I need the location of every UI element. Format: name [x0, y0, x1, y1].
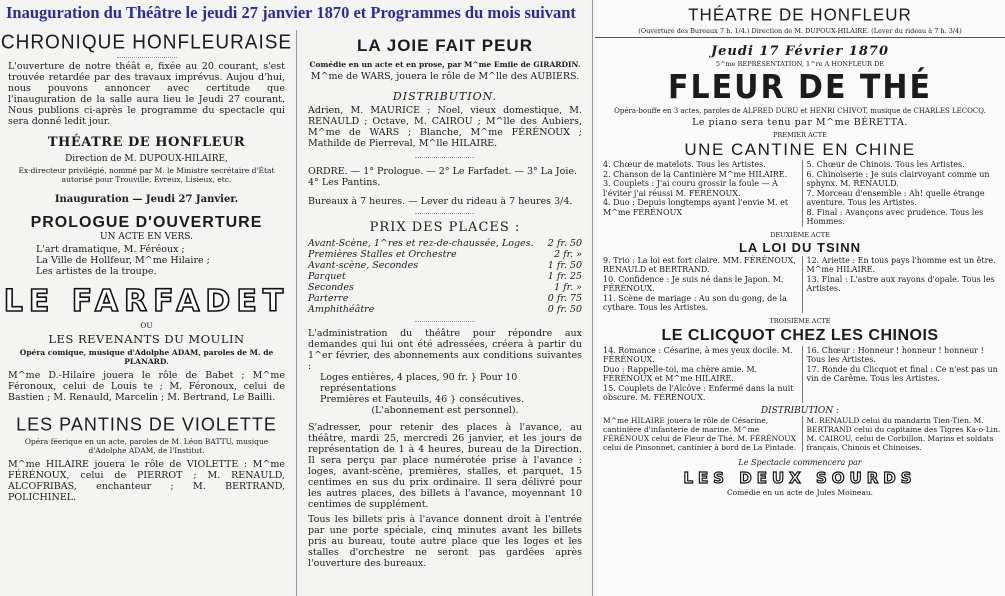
prix-title: PRIX DES PLACES : — [369, 220, 521, 235]
prologue-subtitle: UN ACTE EN VERS. — [100, 232, 193, 242]
direction-line: Direction de M. DUPOUX-HILAIRE, — [65, 154, 228, 164]
acte3-title: LE CLICQUOT CHEZ LES CHINOIS — [661, 326, 939, 344]
acte3-item: Duo : Rappelle-toi, ma chère amie. M. FÉRÉNOUX et M^me HILAIRE. — [603, 364, 758, 383]
prix-row — [308, 238, 582, 249]
acte2-left — [603, 256, 802, 313]
prix-value: 0 fr. 50 — [547, 304, 582, 315]
divider — [117, 57, 177, 58]
prix-row — [308, 304, 582, 315]
prologue-cast-2: La Ville de Hollfeur, M^me Hilaire ; — [36, 255, 210, 266]
column-rule-2 — [592, 0, 593, 596]
acte3-item: 14. Romance : Césarine, à mes yeux docile. M. FÉRÉNOUX. — [603, 345, 793, 364]
abonnement-line-2: Premières et Fauteuils, 46 } consécutives. — [320, 394, 525, 405]
location-text: S'adresser, pour retenir des places à l'avance, au théâtre, mardi 25, mercredi 26 janvier, et les jours de représentation de 1 à 4 heures, bureau de la Direction. Il sera perçu par place numérotée prise à l'avance : loges, avant-scène, premières, stalles, et parquet, 15 centimes en sus du prix ordinaire. Il sera délivré pour les autres places, des billets à l'avance, moyennant 10 centimes de supplément. — [308, 422, 582, 510]
acte2-item: 9. Trio : La loi est fort claire. MM. FÉRÉNOUX, RENAULD et BERTRAND. — [603, 255, 796, 274]
pantins-cast: M^me HILAIRE jouera le rôle de VIOLETTE : M^me FÉRÉNOUX, celui de PIERROT ; M. RENAULD, ALCOFRIBAS, enchanteur ; M. BERTRAND, POLICHINEL. — [8, 459, 285, 503]
prix-row — [308, 293, 582, 304]
fleur-de-the-title: FLEUR DE THÉ — [668, 68, 932, 107]
joie-distribution-title: DISTRIBUTION. — [392, 90, 498, 103]
acte1-item: 3. Couplets : J'ai couru grossir la foule — À l'éviter j'ai réussi M. FÉRÉNOUX. — [603, 179, 778, 198]
prix-value: 1 fr. 25 — [547, 271, 582, 282]
acte1-item: 4. Duo : Depuis longtemps ayant l'envie M. et M^me FÉRÉNOUX — [603, 198, 789, 217]
piano-line: Le piano sera tenu par M^me BÉRETTA. — [692, 117, 908, 128]
prix-label: Avant-scène, Secondes — [308, 260, 419, 271]
prix-row — [308, 271, 582, 282]
prologue-cast-3: Les artistes de la troupe. — [36, 266, 157, 277]
acte3-label: TROISIÈME ACTE — [769, 316, 831, 325]
acte1-right — [802, 160, 1002, 227]
ordre-line: ORDRE. — 1° Prologue. — 2° Le Farfadet. — 3° La Joie. 4° Les Pantins. — [308, 166, 578, 188]
bureaux-line: Bureaux à 7 heures. — Lever du rideau à 7 heures 3/4. — [308, 196, 573, 207]
prix-label: Parquet — [308, 271, 346, 282]
pantins-title: LES PANTINS DE VIOLETTE — [16, 413, 277, 435]
inauguration-line: Inauguration — Jeudi 27 Janvier. — [54, 194, 239, 205]
joie-heading: LA JOIE FAIT PEUR — [356, 36, 533, 55]
acte2-right — [802, 256, 1002, 313]
acte2-numbers — [595, 255, 1005, 313]
acte3-right — [802, 346, 1002, 403]
representation-line: 5^me REPRÉSENTATION, 1^re A HONFLEUR DE — [715, 60, 885, 68]
acte2-label: DEUXIÈME ACTE — [770, 230, 830, 239]
pantins-subtitle: Opéra féerique en un acte, paroles de M. Léon BATTU, musique d'Adolphe ADAM, de l'Institut. — [24, 437, 269, 455]
acte3-numbers — [595, 345, 1005, 403]
acte1-numbers — [595, 159, 1005, 227]
acte1-item: 8. Final : Avançons avec prudence. Tous les Hommes. — [806, 207, 984, 226]
acte2-item: 10. Confidence : Je suis né dans le Japon. M. FÉRÉNOUX. — [603, 274, 784, 293]
theatre-heading: THÉATRE DE HONFLEUR — [688, 4, 912, 25]
acte2-title: LA LOI DU TSINN — [738, 239, 862, 255]
ex-director-line: Ex-directeur privilégié, nommé par M. le Ministre secrétaire d'État autorisé pour Trouville, Evreux, Lisieux, etc. — [18, 166, 275, 184]
chronique-heading: CHRONIQUE HONFLEURAISE — [0, 31, 293, 54]
prix-value: 0 fr. 75 — [547, 293, 582, 304]
acte1-item: 2. Chanson de la Cantinière M^me HILAIRE. — [603, 169, 788, 179]
revenants-cast: M^me D.-Hilaire jouera le rôle de Babet ; M^me Féronoux, celui de Louis te ; M. Féronoux, celui de Bastien ; M. Renauld, Marcelin ; M. Bertrand, Le Bailli. — [8, 370, 285, 403]
acte2-item: 12. Ariette : En tous pays l'homme est un être. M^me HILAIRE. — [806, 255, 996, 274]
prix-label: Secondes — [308, 282, 354, 293]
column-fleur-de-the — [595, 0, 1005, 596]
chronique-intro: L'ouverture de notre théât e, fixée au 20 courant, s'est trouvée retardée par des travaux imprévus. Aujou d'hui, nous pouvons annoncer avec certitude que l'inauguration de la salle aura lieu le Jeudi 27 courant. Nous publions ci-après le programme du spectacle qui sera donné ledit jour. — [8, 61, 285, 127]
prix-value: 1 fr. » — [554, 282, 582, 293]
abonnement-text: L'administration du théâtre pour répondre aux demandes qui lui ont été adressées, créera à partir du 1^er février, des abonnements aux conditions suivantes : — [308, 328, 582, 372]
theatre-subline: (Ouverture des Bureaux 7 h. 1/4.) Direction de M. DUPOUX-HILAIRE. (Lever du rideau à 7 h. 3/4) — [595, 26, 1005, 38]
column-rule-1 — [296, 30, 297, 596]
prix-row — [308, 282, 582, 293]
ou-word: OU — [140, 321, 153, 330]
divider — [415, 321, 475, 322]
prix-list — [300, 238, 590, 315]
farfadet-title: LE FARFADET — [3, 284, 290, 319]
prix-row — [308, 249, 582, 260]
acte3-left — [603, 346, 802, 403]
prix-label: Avant-Scène, 1^res et rez-de-chaussée, Loges. — [308, 238, 534, 249]
joie-subtitle-2: M^me de WARS, jouera le rôle de M^lle des AUBIERS. — [310, 71, 580, 82]
abonnement-line-3: (L'abonnement est personnel). — [371, 405, 519, 416]
divider — [415, 157, 475, 158]
acte1-item: 5. Chœur de Chinois. Tous les Artistes. — [806, 160, 965, 169]
opera-line: Opéra-bouffe en 3 actes, paroles de ALFRED DURU et HENRI CHIVOT, musique de CHARLES LECOCQ. — [614, 107, 986, 115]
acte3-item: 16. Chœur : Honneur ! honneur ! honneur ! Tous les Artistes. — [806, 345, 984, 364]
prix-value: 1 fr. 50 — [547, 260, 582, 271]
column-joie — [300, 0, 590, 596]
prix-row — [308, 260, 582, 271]
page-banner: Inauguration du Théâtre le jeudi 27 janvier 1870 et Programmes du mois suivant — [6, 3, 576, 22]
acte3-item: 15. Couplets de l'Alcôve : Enfermé dans la nuit obscure. M. FÉRÉNOUX. — [603, 383, 794, 402]
acte3-item: 17. Ronde du Clicquot et final : Ce n'est pas un vin de Carême. Tous les Artistes. — [806, 364, 998, 383]
divider — [415, 213, 475, 214]
acte1-title: UNE CANTINE EN CHINE — [684, 140, 916, 159]
acte2-item: 13. Final : L'astre aux rayons d'opale. Tous les Artistes. — [806, 274, 995, 293]
prix-label: Parterre — [308, 293, 349, 304]
comedie-line: Comédie en un acte de Jules Moineau. — [726, 487, 874, 497]
distribution-right: M. RENAULD celui du mandarin Tien-Tien. M. BERTRAND celui du capitaine des Tigres Ka-o-Lin. M. CAIROU, celui de Corbillon. Marins et soldats français, Chinois et Chinoises. — [802, 416, 1002, 452]
billets-text: Tous les billets pris à l'avance donnent droit à l'entrée par une porte spéciale, cinq minutes avant les billets pris au bureau, toute autre place que les loges et les stalles d'orchestre ne seront pas gardées après l'ouverture des bureaux. — [308, 514, 582, 569]
prix-label: Amphithéâtre — [308, 304, 375, 315]
acte1-item: 4. Chœur de matelots. Tous les Artistes. — [603, 160, 766, 169]
prix-label: Premières Stalles et Orchestre — [308, 249, 457, 260]
acte1-item: 6. Chinoiserie : Je suis clairvoyant comme un sphynx. M. RENAULD. — [806, 169, 990, 188]
distribution-block — [595, 416, 1005, 452]
prologue-cast — [0, 244, 293, 277]
distribution-title: DISTRIBUTION : — [760, 405, 840, 416]
acte1-label: PREMIER ACTE — [773, 131, 827, 139]
performance-date: Jeudi 17 Février 1870 — [710, 44, 889, 59]
abonnement-line-1: Loges entières, 4 places, 90 fr. } Pour 10 représentations — [320, 372, 518, 394]
prix-table — [308, 238, 582, 315]
deux-sourds-title: LES DEUX SOURDS — [683, 468, 917, 487]
theatre-title: THÉATRE DE HONFLEUR — [47, 135, 246, 150]
prologue-title: PROLOGUE D'OUVERTURE — [30, 214, 263, 231]
column-chronique — [0, 0, 293, 596]
joie-distribution: Adrien, M. MAURICE ; Noel, vieux domestique, M. RENAULD ; Octave, M. CAIROU ; M^lle des Aubiers, M^me de WARS ; Blanche, M^me FÉRÉNOUX ; Mathilde de Pierreval, M^lle HILAIRE. — [308, 105, 582, 149]
acte1-item: 7. Morceau d'ensemble : Ah! quelle étrange aventure. Tous les Artistes. — [806, 188, 985, 207]
prix-value: 2 fr. » — [554, 249, 582, 260]
acte2-item: 11. Scène de mariage : Au son du gong, de la cythare. Tous les Artistes. — [603, 293, 787, 312]
prologue-cast-1: L'art dramatique, M. Féréoux ; — [36, 244, 185, 255]
distribution-left: M^me HILAIRE jouera le rôle de Césarine, cantinière d'infanterie de marine. M^me FÉRÉNOUX celui de Fleur de Thé. M. FÉRÉNOUX celui de Pinsonnet, cantinier à bord de La Pintade. — [603, 415, 797, 452]
spectacle-line: Le Spectacle commencera par — [738, 457, 862, 467]
acte1-left — [603, 160, 802, 227]
prix-value: 2 fr. 50 — [547, 238, 582, 249]
revenants-title: LES REVENANTS DU MOULIN — [48, 332, 245, 346]
joie-subtitle: Comédie en un acte et en prose, par M^me Emile de GIRARDIN. — [309, 60, 581, 69]
revenants-subtitle: Opéra comique, musique d'Adolphe ADAM, paroles de M. de PLANARD. — [19, 348, 274, 366]
